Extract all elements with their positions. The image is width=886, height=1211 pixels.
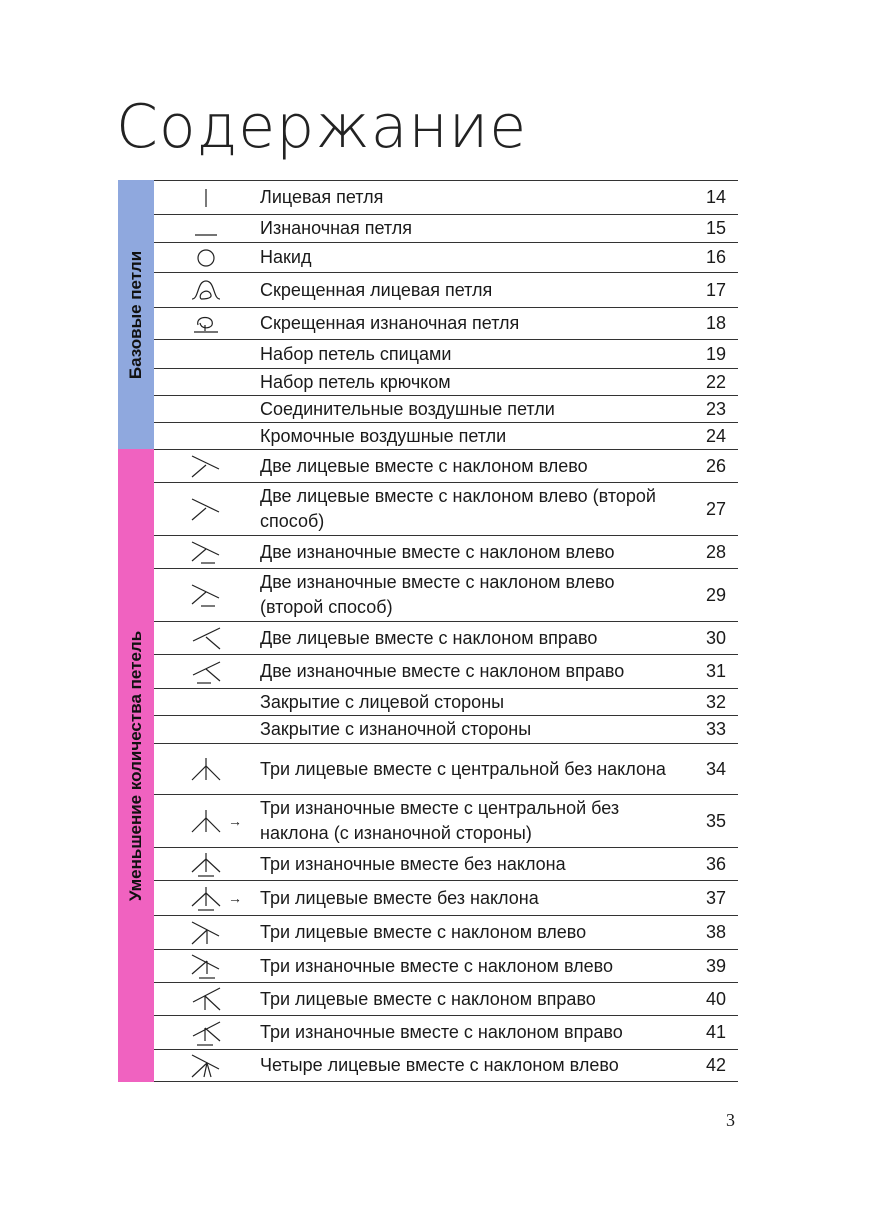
empty-symbol-cell [154,396,258,422]
k3tog-center-icon [154,795,258,847]
toc-row[interactable] [154,949,738,982]
empty-symbol-cell [154,340,258,368]
toc-entry-page: 15 [705,218,726,238]
arrow-right-icon: → [228,813,242,829]
toc-row[interactable] [154,1049,738,1082]
toc-entry-label: Две лицевые вместе с наклоном влево (второй способ) [260,486,656,531]
page-number: 3 [726,1110,735,1130]
toc-row[interactable] [154,915,738,949]
toc-row[interactable] [154,880,738,915]
toc-entry-label: Четыре лицевые вместе с наклоном влево [260,1055,619,1075]
twisted-knit-icon [154,273,258,307]
section-title-basic: Базовые петли [126,250,145,379]
toc-entry-page: 32 [705,691,726,712]
toc-entry-label: Две лицевые вместе с наклоном вправо [260,627,598,648]
p2tog-left-icon [154,569,258,621]
toc-row[interactable] [154,982,738,1015]
toc-entry-page: 14 [705,187,726,207]
toc-row[interactable] [154,272,738,307]
toc-entry-page: 29 [705,584,726,605]
toc-entry-label: Накид [260,247,312,267]
toc-entry-page: 31 [705,661,726,681]
p2tog-left-icon [154,536,258,568]
k3tog-right-icon [154,983,258,1015]
toc-entry-label: Закрытие с изнаночной стороны [260,719,532,739]
toc-entry-label: Три лицевые вместе без наклона [260,887,539,908]
toc-entry-label: Три изнаночные вместе без наклона [260,853,566,874]
k2tog-right-icon [154,622,258,654]
toc-entry-label: Кромочные воздушные петли [260,425,507,446]
toc-row[interactable] [154,688,738,715]
empty-symbol-cell [154,716,258,743]
purl-stitch-icon [154,215,258,242]
toc-entry-page: 38 [705,922,726,942]
toc-row[interactable] [154,395,738,422]
p3tog-icon [154,881,258,915]
toc-entry-page: 37 [705,887,726,908]
empty-symbol-cell [154,369,258,395]
toc-entry-page: 30 [705,627,726,648]
p3tog-left-icon [154,950,258,982]
p3tog-right-icon [154,1016,258,1049]
toc-entry-label: Три изнаночные вместе с центральной без наклона (с изнаночной стороны) [260,798,620,843]
yarn-over-icon [154,243,258,272]
twisted-purl-icon [154,308,258,339]
section-basic-stitches [118,180,738,449]
toc-row[interactable] [154,180,738,214]
k4tog-left-icon [154,1050,258,1081]
toc-entry-label: Две лицевые вместе с наклоном влево [260,455,588,476]
toc-entry-label: Набор петель спицами [260,343,452,364]
toc-row[interactable] [154,535,738,568]
toc-entry-label: Три лицевые вместе с наклоном вправо [260,988,596,1009]
toc-entry-label: Изнаночная петля [260,218,413,238]
toc-entry-page: 36 [705,853,726,874]
toc-row[interactable] [154,621,738,654]
toc-entry-label: Две изнаночные вместе с наклоном влево (второй способ) [260,572,615,617]
toc-row[interactable] [154,794,738,847]
toc-entry-label: Закрытие с лицевой стороны [260,691,505,712]
toc-entry-page: 33 [705,719,726,739]
k3tog-left-icon [154,916,258,949]
toc-entry-page: 27 [705,498,726,519]
toc-entry-label: Три лицевые вместе с центральной без наклона [260,758,666,779]
k2tog-left-icon [154,483,258,535]
toc-entry-page: 34 [705,758,726,779]
toc-entry-page: 40 [705,988,726,1009]
toc-entry-page: 28 [705,541,726,562]
empty-symbol-cell [154,689,258,715]
toc-entry-page: 24 [705,425,726,446]
toc-entry-page: 42 [705,1055,726,1075]
section-band-basic [118,180,154,449]
p2tog-right-icon [154,655,258,688]
table-of-contents [118,180,738,1082]
toc-row[interactable] [154,743,738,794]
toc-entry-page: 19 [705,343,726,364]
toc-entry-label: Скрещенная изнаночная петля [260,313,520,333]
toc-entry-label: Три изнаночные вместе с наклоном вправо [260,1022,623,1042]
k3tog-center-icon [154,744,258,794]
toc-row[interactable] [154,368,738,395]
toc-entry-label: Две изнаночные вместе с наклоном влево [260,541,615,562]
arrow-right-icon: → [228,890,242,906]
toc-row[interactable] [154,847,738,880]
toc-entry-page: 23 [705,398,726,419]
section-decreases [118,449,738,1082]
toc-row[interactable] [154,214,738,242]
toc-row[interactable] [154,568,738,621]
toc-entry-label: Скрещенная лицевая петля [260,279,493,300]
toc-entry-page: 22 [705,371,726,392]
toc-row[interactable] [154,307,738,339]
toc-entry-page: 18 [705,313,726,333]
toc-entry-page: 41 [705,1022,726,1042]
section-band-decrease [118,449,154,1082]
toc-entry-label: Набор петель крючком [260,371,451,392]
p3tog-icon [154,848,258,880]
toc-row[interactable] [154,449,738,482]
toc-entry-label: Соединительные воздушные петли [260,398,555,419]
toc-row[interactable] [154,715,738,743]
toc-entry-page: 35 [705,810,726,831]
toc-row[interactable] [154,1015,738,1049]
toc-entry-page: 16 [705,247,726,267]
section-title-decrease: Уменьшение количества петель [126,630,145,901]
toc-entry-label: Две изнаночные вместе с наклоном вправо [260,661,625,681]
k2tog-left-icon [154,450,258,482]
toc-entry-label: Лицевая петля [260,187,384,207]
toc-entry-page: 39 [705,955,726,976]
toc-row[interactable] [154,654,738,688]
toc-row[interactable] [154,339,738,368]
toc-entry-page: 26 [705,455,726,476]
page-title: Содержание [116,92,528,162]
toc-row[interactable] [154,242,738,272]
empty-symbol-cell [154,423,258,449]
toc-entry-page: 17 [705,279,726,300]
toc-row[interactable] [154,422,738,449]
toc-entry-label: Три изнаночные вместе с наклоном влево [260,955,614,976]
knit-stitch-icon [154,181,258,214]
toc-row[interactable] [154,482,738,535]
toc-entry-label: Три лицевые вместе с наклоном влево [260,922,587,942]
